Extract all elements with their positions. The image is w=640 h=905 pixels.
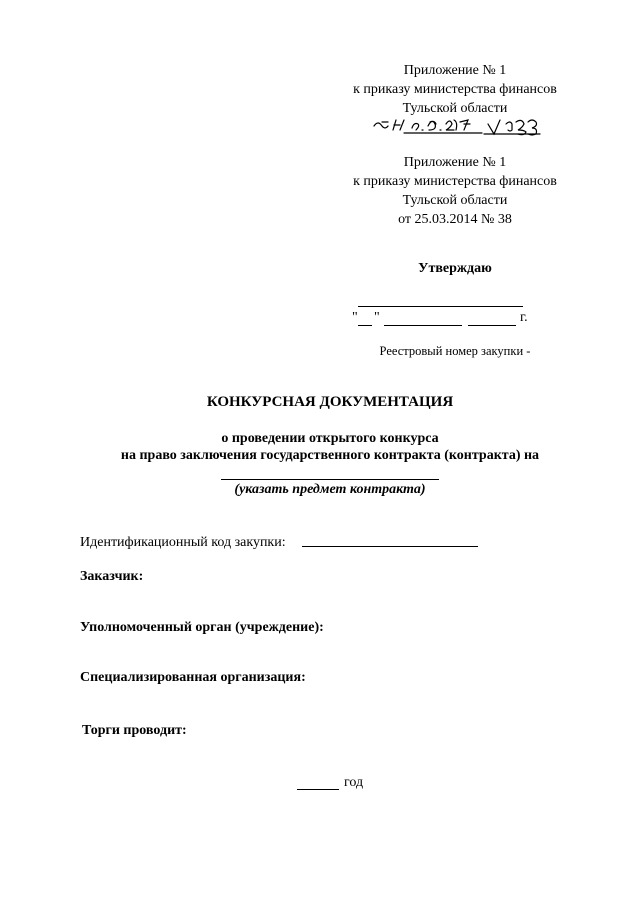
identification-code-blank xyxy=(302,546,478,547)
document-title: КОНКУРСНАЯ ДОКУМЕНТАЦИЯ xyxy=(206,394,454,410)
year-word: год xyxy=(344,775,364,790)
appendix-original xyxy=(330,154,580,230)
year-blank xyxy=(297,789,339,790)
handwritten-signature-mark xyxy=(360,114,550,138)
specialized-organization-label: Специализированная организация: xyxy=(80,670,306,685)
approval-heading: Утверждаю xyxy=(418,261,492,276)
subtitle-line-2: на право заключения государственного контракта (контракта) на xyxy=(120,448,540,463)
month-blank xyxy=(384,325,462,326)
appendix-region: Тульской области xyxy=(402,193,508,208)
contract-subject-hint: (указать предмет контракта) xyxy=(234,482,426,497)
contract-subject-blank xyxy=(221,479,439,480)
handwritten-date-number xyxy=(360,114,550,138)
date-quote-open: " xyxy=(352,310,358,325)
organizer-label: Торги проводит: xyxy=(82,723,187,738)
year-suffix: г. xyxy=(520,310,528,325)
subtitle-line-1: о проведении открытого конкурса xyxy=(221,431,439,446)
appendix-order-ref: к приказу министерства финансов xyxy=(353,174,557,189)
customer-label: Заказчик: xyxy=(80,569,144,584)
appendix-title: Приложение № 1 xyxy=(403,63,507,78)
year-blank xyxy=(468,325,516,326)
appendix-date-number: от 25.03.2014 № 38 xyxy=(398,212,512,227)
appendix-region: Тульской области xyxy=(402,101,508,116)
day-blank xyxy=(358,325,372,326)
authorized-body-label: Уполномоченный орган (учреждение): xyxy=(80,620,324,635)
identification-code-label: Идентификационный код закупки: xyxy=(80,535,286,550)
signature-line xyxy=(358,306,523,307)
registry-number: Реестровый номер закупки - xyxy=(379,344,531,358)
date-quote-close: " xyxy=(374,310,380,325)
approval-date-row xyxy=(352,310,542,328)
appendix-order-ref: к приказу министерства финансов xyxy=(353,82,557,97)
document-subtitle xyxy=(60,430,600,464)
appendix-current xyxy=(330,62,580,119)
appendix-title: Приложение № 1 xyxy=(403,155,507,170)
